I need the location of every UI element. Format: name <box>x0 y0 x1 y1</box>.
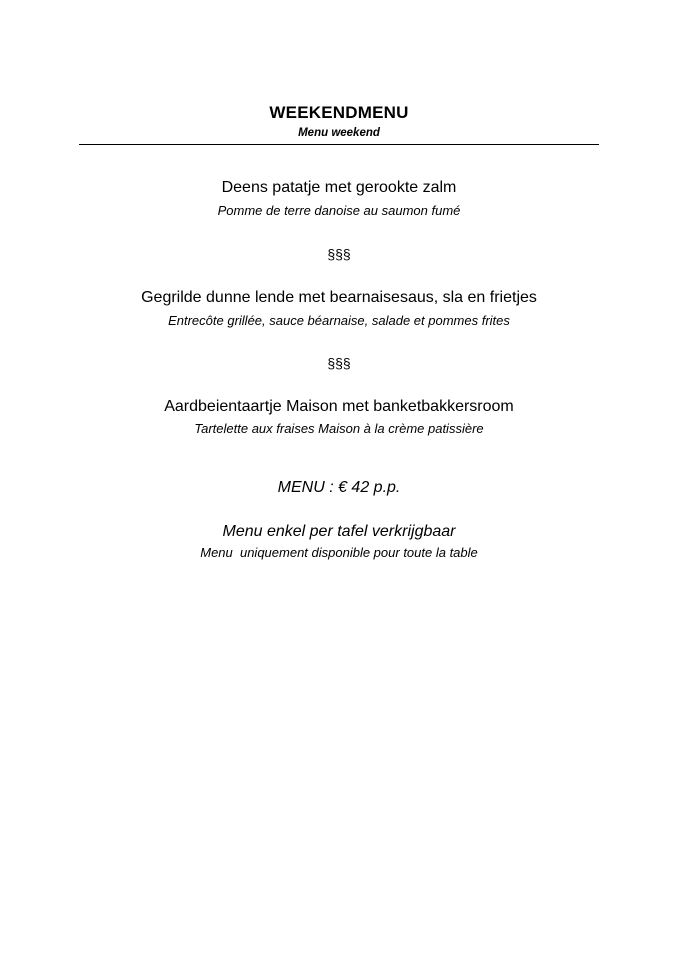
menu-price: MENU : € 42 p.p. <box>277 479 401 496</box>
course-3-name-fr: Tartelette aux fraises Maison à la crème patissière <box>194 421 484 436</box>
course-separator: §§§ <box>327 246 351 262</box>
course-2-name-fr: Entrecôte grillée, sauce béarnaise, salade et pommes frites <box>168 313 510 328</box>
availability-note-fr: Menu uniquement disponible pour toute la table <box>200 545 478 560</box>
header-divider <box>79 144 599 145</box>
course-separator: §§§ <box>327 355 351 371</box>
menu-title: WEEKENDMENU <box>269 103 409 122</box>
course-1-name-nl: Deens patatje met gerookte zalm <box>221 179 457 196</box>
menu-subtitle: Menu weekend <box>298 127 380 139</box>
course-3-name-nl: Aardbeientaartje Maison met banketbakkersroom <box>164 398 514 415</box>
course-2-name-nl: Gegrilde dunne lende met bearnaisesaus, sla en frietjes <box>141 289 537 306</box>
availability-note-nl: Menu enkel per tafel verkrijgbaar <box>222 523 456 540</box>
course-1-name-fr: Pomme de terre danoise au saumon fumé <box>217 203 461 218</box>
